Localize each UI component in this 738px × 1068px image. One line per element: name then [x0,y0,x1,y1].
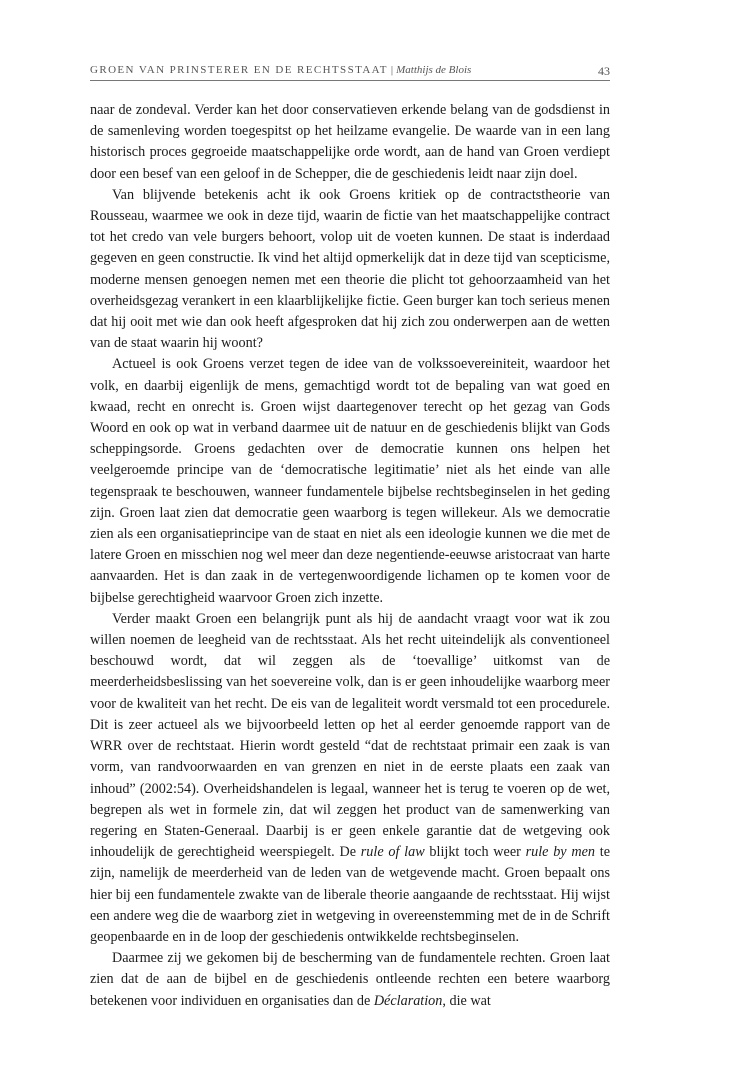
paragraph [90,948,610,1012]
running-header-left [90,64,471,76]
paragraph-text: Van blijvende betekenis acht ik ook Groens kritiek op de contractstheorie van Rousseau, waarmee we ook in deze tijd, waarin de fictie van het maatschappelijke contract tot het credo van vele burgers behoort, volop uit de voeten kunnen. De staat is inderdaad gegeven en geen constructie. Ik vind het altijd opmerkelijk dat in deze tijd van scepticisme, moderne mensen genoegen nemen met een theorie die plicht tot gehoorzaamheid van het overheidsgezag verankert in een klaarblijkelijke fictie. Geen burger kan toch serieus menen dat hij ooit met wie dan ook heeft afgesproken dat hij zich zou onderwerpen aan de wetten van de staat waarin hij woont? [90,186,610,352]
paragraph [90,354,610,608]
paragraph [90,100,610,185]
paragraph-text: Daarmee zij we gekomen bij de bescherming van de fundamentele rechten. Groen laat zien dat de aan de bijbel en de geschiedenis ontleende rechten een betere waarborg betekenen voor individuen en organisaties dan de [90,950,610,1009]
italic-text: Déclaration [373,992,443,1009]
header-rule [90,80,610,81]
paragraph-text: , die wat [442,992,491,1009]
paragraph-text: Actueel is ook Groens verzet tegen de idee van de volkssoevereiniteit, waardoor het volk, en daarbij eigenlijk de mens, gemachtigd wordt tot de bepaling van wat goed en kwaad, recht en onrecht is. Groen wijst daartegenover terecht op het gezag van Gods Woord en ook op wat in verband daarmee uit de natuur en de geschiedenis blijkt van Gods scheppingsorde. Groens gedachten over de democratie kunnen ons helpen het veelgeroemde principe van de ‘democratische legitimatie’ niet als het einde van alle tegenspraak te beschouwen, wanneer fundamentele bijbelse rechtsbeginselen in het geding zijn. Groen laat zien dat democratie geen waarborg is tegen willekeur. Als we democratie zien als een organisatieprincipe van de staat en niet als een ideologie kunnen we die met de latere Groen en misschien nog wel meer dan deze negentiende-eeuwse aristocraat van harte aanvaarden. Het is dan zaak in de vertegenwoordigende lichamen op te komen voor de bijbelse gerechtigheid waarvoor Groen zich inzette. [90,356,610,606]
paragraph-text: Verder maakt Groen een belangrijk punt als hij de aandacht vraagt voor wat ik zou willen noemen de leegheid van de rechtsstaat. Als het recht uiteindelijk als conventioneel beschouwd wordt, dat wil zeggen als de ‘toevallige’ uitkomst van de meerderheidsbeslissing van het soevereine volk, dan is er geen inhoudelijke waarborg meer voor de kwaliteit van het recht. De eis van de legaliteit wordt versmald tot een procedurele. Dit is zeer actueel als we bijvoorbeeld letten op het al eerder genoemde rapport van de WRR over de rechtstaat. Hierin wordt gesteld “dat de rechtstaat primair een zaak is van vorm, van randvoorwaarden en van grenzen en niet in de eerste plaats een zaak van inhoud” (2002:54). Overheidshandelen is legaal, wanneer het is terug te voeren op de wet, begrepen als wet in formele zin, dat wil zeggen het product van de samenwerking van regering en Staten-Generaal. Daarbij is er geen enkele garantie dat de wetgeving ook inhoudelijk de gerechtigheid weerspiegelt. De [90,610,610,861]
italic-text: rule of law [360,844,425,861]
paragraph [90,185,610,355]
running-header [90,64,610,80]
paragraph-text: naar de zondeval. Verder kan het door conservatieven erkende belang van de godsdienst in de samenleving worden toegespitst op het heilzame evangelie. De waarde van in een lang historisch proces gegroeide maatschappelijke orde wordt, aan de hand van Groen verdiept door een besef van een geloof in de Schepper, die de geschiedenis leidt naar zijn doel. [90,102,610,182]
running-title: GROEN VAN PRINSTERER EN DE RECHTSSTAAT [90,64,388,76]
paragraph [90,609,610,948]
paragraph-text: blijkt toch weer [424,844,526,861]
paragraph-text: te zijn, namelijk de meerderheid van de leden van de wetgevende macht. Groen bepaalt ons hier bij een fundamentele zwakte van de liberale theorie aangaande de rechtsstaat. Hij wijst een andere weg die de waarborg ziet in wetgeving in overeenstemming met de in de Schrift geopenbaarde en in de loop der geschiedenis ontwikkelde rechtsbeginselen. [90,844,610,945]
body-text [90,100,610,1012]
page-number: 43 [598,64,610,78]
running-author: Matthijs de Blois [396,64,472,76]
italic-text: rule by men [525,844,595,861]
header-separator: | [390,64,394,76]
